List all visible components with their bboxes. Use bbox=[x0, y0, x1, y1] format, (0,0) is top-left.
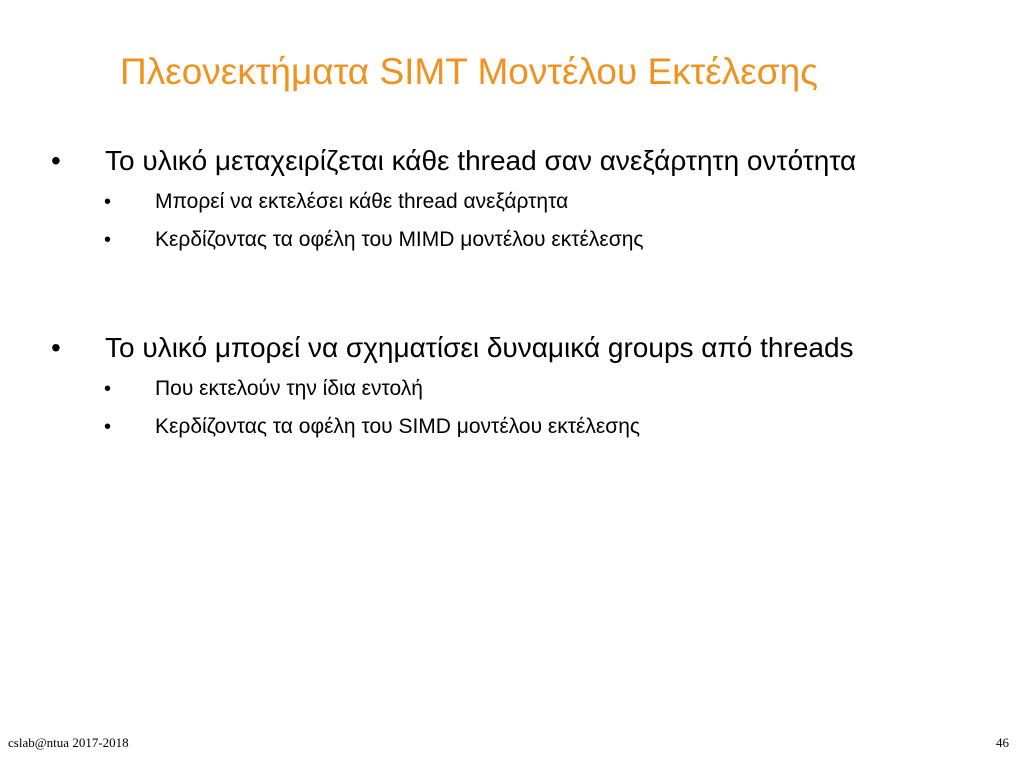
page-number: 46 bbox=[996, 735, 1009, 750]
bullet-icon: • bbox=[51, 145, 61, 176]
bullet-icon: • bbox=[104, 191, 112, 213]
bullet-item bbox=[0, 328, 1024, 374]
bullet-section-2 bbox=[0, 328, 1024, 450]
sub-bullet-item bbox=[0, 225, 1024, 263]
bullet-text: Το υλικό μεταχειρίζεται κάθε thread σαν ανεξάρτητη οντότητα bbox=[105, 145, 857, 176]
sub-bullet-item bbox=[0, 412, 1024, 450]
slide-title: Πλεονεκτήματα SIMT Μοντέλου Εκτέλεσης bbox=[120, 51, 819, 92]
sub-bullet-item bbox=[0, 374, 1024, 412]
bullet-icon: • bbox=[51, 332, 61, 363]
bullet-item bbox=[0, 141, 1024, 187]
bullet-section-1 bbox=[0, 141, 1024, 263]
bullet-icon: • bbox=[104, 378, 112, 400]
sub-bullet-text: Κερδίζοντας τα οφέλη του SIMD μοντέλου εκτέλεσης bbox=[155, 415, 641, 438]
bullet-text: Το υλικό μπορεί να σχηματίσει δυναμικά groups από threads bbox=[105, 332, 854, 363]
sub-bullet-text: Κερδίζοντας τα οφέλη του MIMD μοντέλου εκτέλεσης bbox=[155, 228, 644, 251]
sub-bullet-item bbox=[0, 187, 1024, 225]
sub-bullet-text: Μπορεί να εκτελέσει κάθε thread ανεξάρτητα bbox=[155, 190, 569, 213]
sub-bullet-text: Που εκτελούν την ίδια εντολή bbox=[155, 377, 423, 400]
bullet-icon: • bbox=[104, 416, 112, 438]
bullet-icon: • bbox=[104, 229, 112, 251]
footer-credit: cslab@ntua 2017-2018 bbox=[8, 735, 129, 750]
